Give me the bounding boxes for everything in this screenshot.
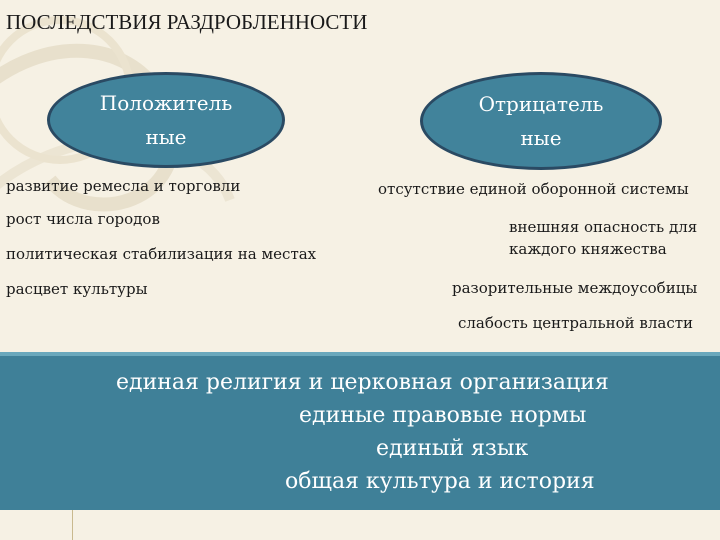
positive-item: рост числа городов xyxy=(6,210,160,228)
divider xyxy=(72,510,73,540)
negative-heading-line2: ные xyxy=(520,126,562,150)
positive-item: политическая стабилизация на местах xyxy=(6,245,317,263)
negative-item: разорительные междоусобицы xyxy=(452,279,698,297)
positive-item: развитие ремесла и торговли xyxy=(6,177,241,195)
positive-heading-line1: Положитель xyxy=(99,91,233,115)
negative-heading-oval xyxy=(420,72,662,170)
positive-heading-oval xyxy=(47,72,285,168)
unity-factor: единая религия и церковная организация xyxy=(116,370,609,395)
negative-heading-line1: Отрицатель xyxy=(478,92,604,116)
positive-heading-line2: ные xyxy=(145,125,187,149)
unity-factor: единые правовые нормы xyxy=(299,403,587,428)
positive-item: расцвет культуры xyxy=(6,280,148,298)
unity-factor: общая культура и история xyxy=(285,469,595,494)
negative-item: внешняя опасность для каждого княжества xyxy=(509,218,698,258)
unity-factors-box xyxy=(0,352,720,510)
negative-item: отсутствие единой оборонной системы xyxy=(378,180,689,198)
unity-factor: единый язык xyxy=(376,436,529,461)
negative-item: слабость центральной власти xyxy=(458,314,694,332)
page-title: ПОСЛЕДСТВИЯ РАЗДРОБЛЕННОСТИ xyxy=(6,10,368,34)
